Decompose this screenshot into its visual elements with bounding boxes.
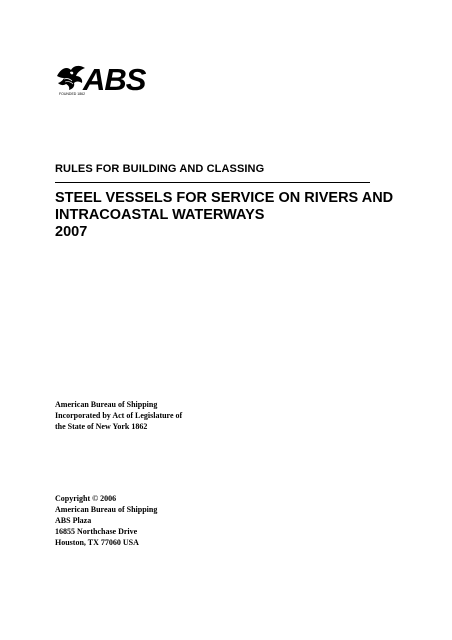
issuer-line-2: Incorporated by Act of Legislature of [55, 411, 183, 420]
title-line-2: INTRACOASTAL WATERWAYS [55, 207, 265, 223]
title-line-3: 2007 [55, 224, 88, 240]
document-subtitle: RULES FOR BUILDING AND CLASSING [55, 163, 265, 175]
issuer-block [55, 399, 182, 432]
copyright-line-3: ABS Plaza [55, 516, 92, 525]
issuer-line-1: American Bureau of Shipping [55, 400, 158, 409]
title-line-1: STEEL VESSELS FOR SERVICE ON RIVERS AND [55, 190, 394, 206]
issuer-line-3: the State of New York 1862 [55, 422, 148, 431]
abs-logo [55, 62, 150, 100]
copyright-line-5: Houston, TX 77060 USA [55, 538, 139, 547]
copyright-line-2: American Bureau of Shipping [55, 505, 158, 514]
logo-wordmark: ABS [83, 62, 146, 97]
logo-founded-text: FOUNDED 1862 [59, 92, 86, 96]
copyright-block [55, 493, 157, 548]
copyright-line-1: Copyright © 2006 [55, 494, 117, 503]
copyright-line-4: 16855 Northchase Drive [55, 527, 138, 536]
document-title [55, 190, 395, 241]
divider-line [55, 182, 370, 183]
